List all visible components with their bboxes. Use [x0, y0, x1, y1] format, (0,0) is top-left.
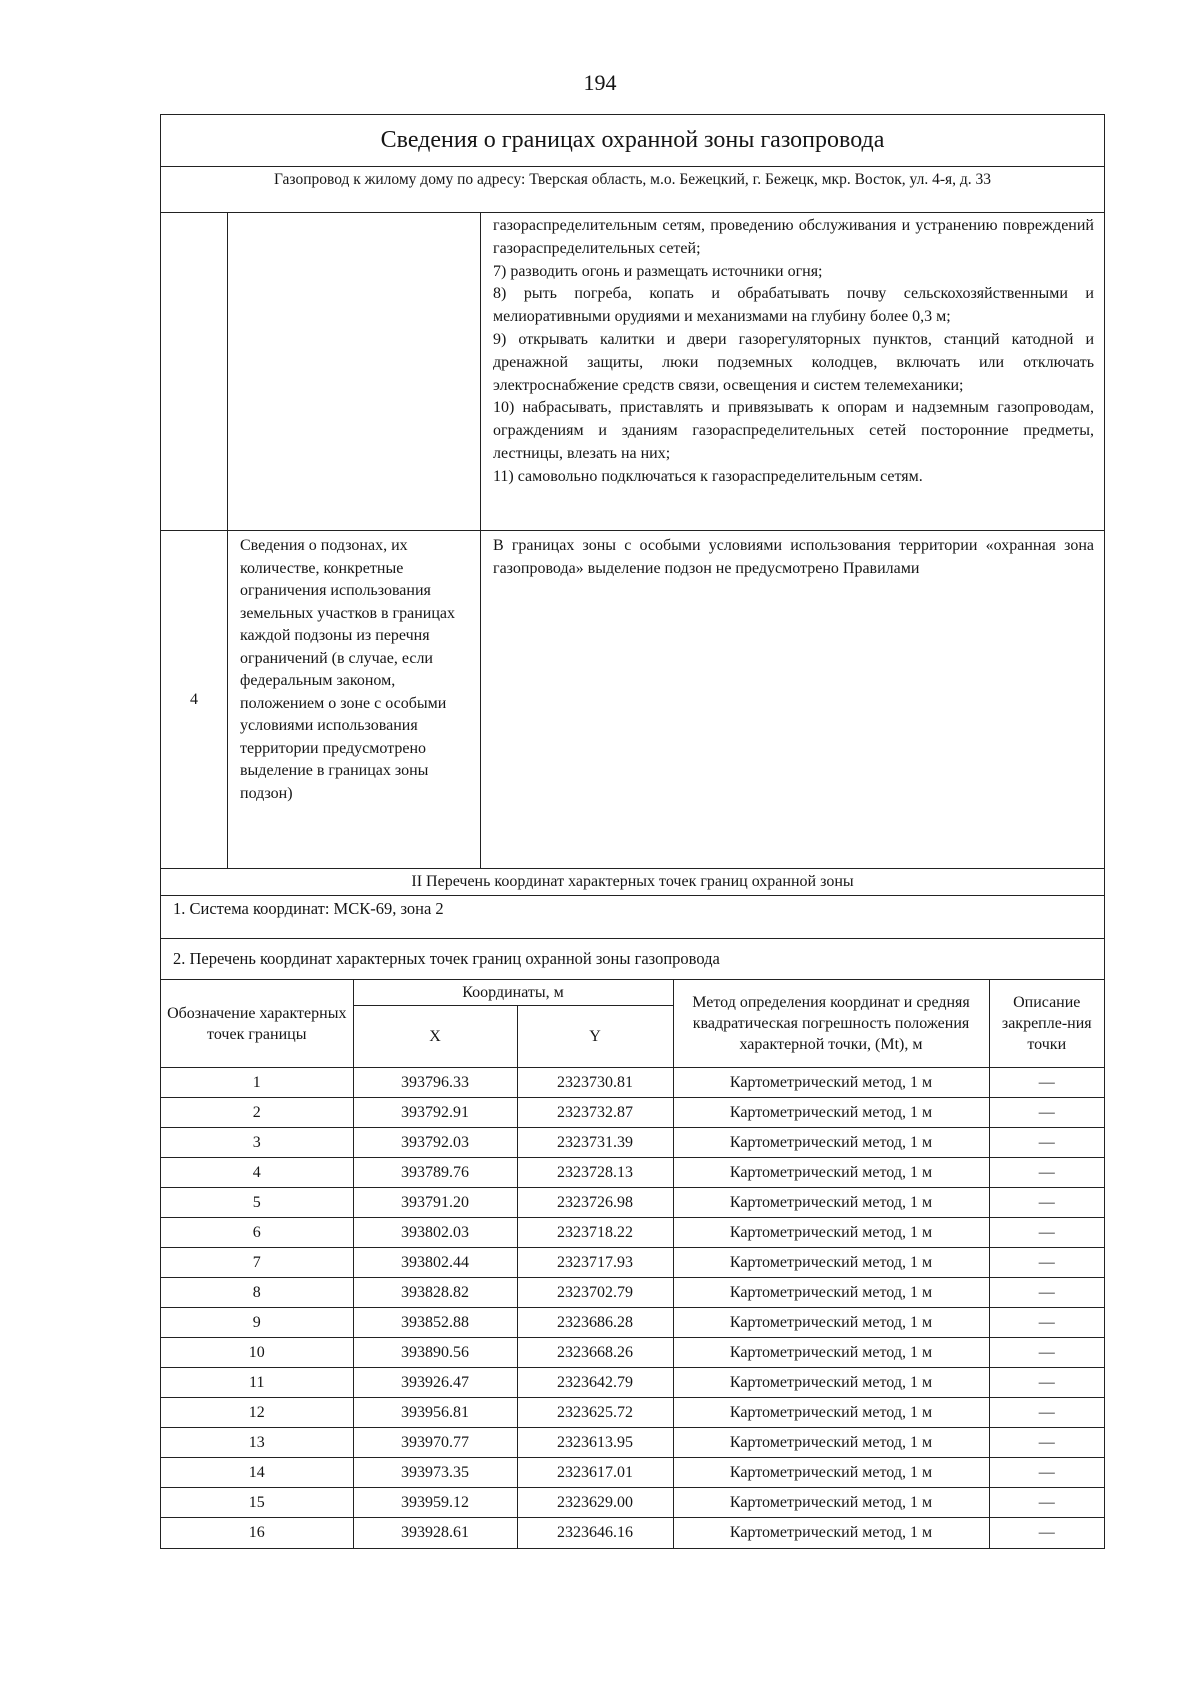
point-id-cell: 12	[161, 1398, 353, 1428]
restrictions-row	[161, 213, 1104, 531]
point-id-cell: 16	[161, 1518, 353, 1548]
method-cell: Картометрический метод, 1 м	[673, 1068, 989, 1098]
page-number: 194	[583, 70, 617, 95]
header-y: Y	[517, 1006, 673, 1068]
y-coordinate-cell: 2323717.93	[517, 1248, 673, 1278]
description-cell: —	[989, 1398, 1104, 1428]
point-id-cell: 11	[161, 1368, 353, 1398]
point-id-cell: 7	[161, 1248, 353, 1278]
restriction-line: газораспределительным сетям, проведению обслуживания и устранению повреждений газораспределительных сетей;	[493, 217, 1094, 257]
x-coordinate-cell: 393802.44	[353, 1248, 517, 1278]
point-id-cell: 10	[161, 1338, 353, 1368]
point-id-cell: 4	[161, 1158, 353, 1188]
table-row	[161, 1338, 1104, 1368]
x-coordinate-cell: 393959.12	[353, 1488, 517, 1518]
table-row	[161, 1068, 1104, 1098]
description-cell: —	[989, 1098, 1104, 1128]
header-x: X	[353, 1006, 517, 1068]
y-coordinate-cell: 2323617.01	[517, 1458, 673, 1488]
y-coordinate-cell: 2323629.00	[517, 1488, 673, 1518]
method-cell: Картометрический метод, 1 м	[673, 1158, 989, 1188]
y-coordinate-cell: 2323728.13	[517, 1158, 673, 1188]
subzones-value: В границах зоны с особыми условиями использования территории «охранная зона газопровода» выделение подзон не предусмотрено Правилами	[493, 537, 1094, 577]
method-cell: Картометрический метод, 1 м	[673, 1488, 989, 1518]
restriction-line: 9) открывать калитки и двери газорегуляторных пунктов, станций катодной и дренажной защиты, люки подземных колодцев, включать или отключать электроснабжение средств связи, освещения и систем телемеханики;	[493, 330, 1094, 394]
y-coordinate-cell: 2323642.79	[517, 1368, 673, 1398]
y-coordinate-cell: 2323732.87	[517, 1098, 673, 1128]
x-coordinate-cell: 393792.91	[353, 1098, 517, 1128]
table-row	[161, 1488, 1104, 1518]
row-number-cell	[161, 213, 228, 530]
table-row	[161, 1128, 1104, 1158]
table-row	[161, 1308, 1104, 1338]
table-row	[161, 1158, 1104, 1188]
description-cell: —	[989, 1368, 1104, 1398]
y-coordinate-cell: 2323718.22	[517, 1218, 673, 1248]
description-cell: —	[989, 1488, 1104, 1518]
description-cell: —	[989, 1338, 1104, 1368]
y-coordinate-cell: 2323731.39	[517, 1128, 673, 1158]
x-coordinate-cell: 393926.47	[353, 1368, 517, 1398]
x-coordinate-cell: 393928.61	[353, 1518, 517, 1548]
point-id-cell: 6	[161, 1218, 353, 1248]
table-row	[161, 1398, 1104, 1428]
header-method: Метод определения координат и средняя квадратическая погрешность положения характерной точки, (Mt), м	[673, 980, 989, 1068]
method-cell: Картометрический метод, 1 м	[673, 1518, 989, 1548]
y-coordinate-cell: 2323686.28	[517, 1308, 673, 1338]
point-id-cell: 5	[161, 1188, 353, 1218]
description-cell: —	[989, 1128, 1104, 1158]
point-id-cell: 15	[161, 1488, 353, 1518]
point-id-cell: 9	[161, 1308, 353, 1338]
y-coordinate-cell: 2323730.81	[517, 1068, 673, 1098]
table-row	[161, 1248, 1104, 1278]
y-coordinate-cell: 2323668.26	[517, 1338, 673, 1368]
description-cell: —	[989, 1428, 1104, 1458]
header-coordinates: Координаты, м	[353, 980, 673, 1006]
header-point: Обозначение характерных точек границы	[161, 980, 353, 1068]
description-cell: —	[989, 1068, 1104, 1098]
y-coordinate-cell: 2323726.98	[517, 1188, 673, 1218]
row-label-cell	[228, 213, 481, 530]
description-cell: —	[989, 1188, 1104, 1218]
x-coordinate-cell: 393796.33	[353, 1068, 517, 1098]
subzones-label: Сведения о подзонах, их количестве, конкретные ограничения использования земельных участков в границах каждой подзоны из перечня ограничений (в случае, если федеральным законом, положением о зоне с особыми условиями использования территории предусмотрено выделение в границах зоны подзон)	[228, 531, 481, 868]
restriction-line: 8) рыть погреба, копать и обрабатывать почву сельскохозяйственными и мелиоративными орудиями и механизмами на глубину более 0,3 м;	[493, 285, 1094, 326]
y-coordinate-cell: 2323613.95	[517, 1428, 673, 1458]
table-row	[161, 1428, 1104, 1458]
table-row	[161, 1188, 1104, 1218]
restriction-line: 10) набрасывать, приставлять и привязывать к опорам и надземным газопроводам, ограждениям и зданиям газораспределительных сетей посторонние предметы, лестницы, влезать на них;	[493, 399, 1094, 462]
x-coordinate-cell: 393792.03	[353, 1128, 517, 1158]
table-row	[161, 1218, 1104, 1248]
restriction-line: 7) разводить огонь и размещать источники огня;	[493, 262, 823, 280]
description-cell: —	[989, 1518, 1104, 1548]
description-cell: —	[989, 1278, 1104, 1308]
point-id-cell: 8	[161, 1278, 353, 1308]
restriction-line: 11) самовольно подключаться к газораспределительным сетям.	[493, 467, 923, 485]
section-title: II Перечень координат характерных точек границ охранной зоны	[161, 869, 1104, 896]
x-coordinate-cell: 393852.88	[353, 1308, 517, 1338]
table-row	[161, 1368, 1104, 1398]
gas-pipeline-address: Газопровод к жилому дому по адресу: Тверская область, м.о. Бежецкий, г. Бежецк, мкр. Восток, ул. 4-я, д. 33	[161, 167, 1104, 213]
description-cell: —	[989, 1458, 1104, 1488]
method-cell: Картометрический метод, 1 м	[673, 1098, 989, 1128]
table-row	[161, 1458, 1104, 1488]
method-cell: Картометрический метод, 1 м	[673, 1218, 989, 1248]
method-cell: Картометрический метод, 1 м	[673, 1308, 989, 1338]
method-cell: Картометрический метод, 1 м	[673, 1188, 989, 1218]
restrictions-text	[481, 213, 1104, 530]
method-cell: Картометрический метод, 1 м	[673, 1128, 989, 1158]
y-coordinate-cell: 2323646.16	[517, 1518, 673, 1548]
y-coordinate-cell: 2323625.72	[517, 1398, 673, 1428]
coordinate-system: 1. Система координат: МСК-69, зона 2	[161, 896, 1104, 939]
method-cell: Картометрический метод, 1 м	[673, 1428, 989, 1458]
description-cell: —	[989, 1248, 1104, 1278]
subzones-number: 4	[161, 531, 228, 868]
method-cell: Картометрический метод, 1 м	[673, 1458, 989, 1488]
subzones-row	[161, 531, 1104, 869]
point-id-cell: 2	[161, 1098, 353, 1128]
table-row	[161, 1098, 1104, 1128]
x-coordinate-cell: 393828.82	[353, 1278, 517, 1308]
table-row	[161, 1278, 1104, 1308]
x-coordinate-cell: 393970.77	[353, 1428, 517, 1458]
zone-info-table	[160, 114, 1105, 1549]
description-cell: —	[989, 1308, 1104, 1338]
x-coordinate-cell: 393802.03	[353, 1218, 517, 1248]
header-description: Описание закрепле-ния точки	[989, 980, 1104, 1068]
coordinates-table	[161, 979, 1104, 1548]
method-cell: Картометрический метод, 1 м	[673, 1398, 989, 1428]
point-id-cell: 3	[161, 1128, 353, 1158]
point-id-cell: 13	[161, 1428, 353, 1458]
coordinate-list-title: 2. Перечень координат характерных точек границ охранной зоны газопровода	[173, 949, 720, 968]
x-coordinate-cell: 393791.20	[353, 1188, 517, 1218]
x-coordinate-cell: 393956.81	[353, 1398, 517, 1428]
point-id-cell: 1	[161, 1068, 353, 1098]
method-cell: Картометрический метод, 1 м	[673, 1368, 989, 1398]
method-cell: Картометрический метод, 1 м	[673, 1338, 989, 1368]
description-cell: —	[989, 1218, 1104, 1248]
y-coordinate-cell: 2323702.79	[517, 1278, 673, 1308]
document-title: Сведения о границах охранной зоны газопровода	[161, 115, 1104, 167]
description-cell: —	[989, 1158, 1104, 1188]
x-coordinate-cell: 393789.76	[353, 1158, 517, 1188]
method-cell: Картометрический метод, 1 м	[673, 1278, 989, 1308]
x-coordinate-cell: 393890.56	[353, 1338, 517, 1368]
x-coordinate-cell: 393973.35	[353, 1458, 517, 1488]
method-cell: Картометрический метод, 1 м	[673, 1248, 989, 1278]
point-id-cell: 14	[161, 1458, 353, 1488]
table-row	[161, 1518, 1104, 1548]
